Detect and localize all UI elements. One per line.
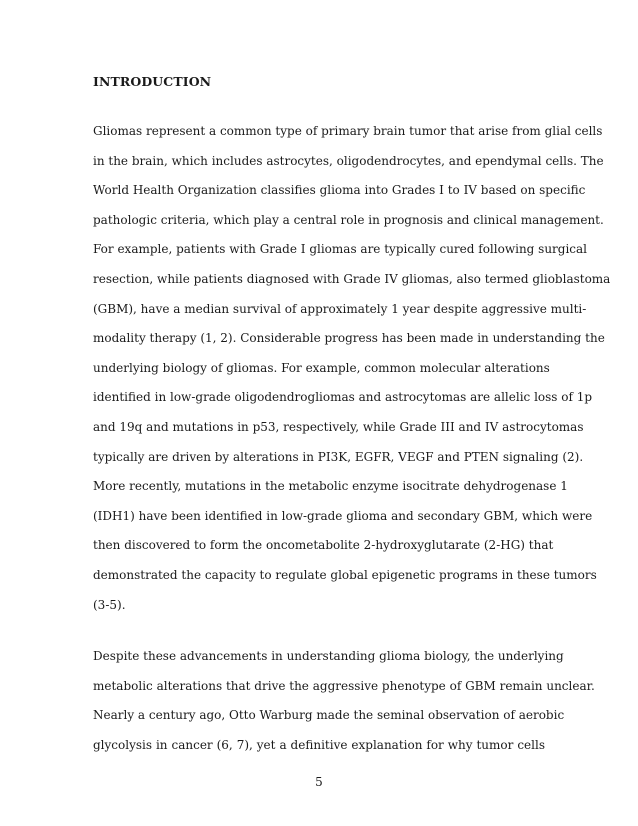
page-number: 5 (315, 775, 323, 789)
text-line: metabolic alterations that drive the aggressive phenotype of GBM remain unclear. (93, 678, 595, 693)
text-line: then discovered to form the oncometabolite 2-hydroxyglutarate (2-HG) that (93, 538, 554, 553)
text-line: World Health Organization classifies glioma into Grades I to IV based on specific (93, 183, 586, 198)
text-line: (3-5). (93, 597, 126, 612)
text-line: modality therapy (1, 2). Considerable progress has been made in understanding the (93, 331, 605, 346)
text-line: (IDH1) have been identified in low-grade glioma and secondary GBM, which were (93, 508, 593, 523)
text-line: Despite these advancements in understanding glioma biology, the underlying (93, 649, 564, 663)
text-line: identified in low-grade oligodendrogliomas and astrocytomas are allelic loss of 1p (93, 390, 593, 405)
text-line: resection, while patients diagnosed with Grade IV gliomas, also termed glioblastoma (93, 271, 611, 286)
text-line: More recently, mutations in the metabolic enzyme isocitrate dehydrogenase 1 (93, 479, 568, 494)
paragraph-metabolic-alterations (93, 642, 595, 760)
text-line: pathologic criteria, which play a central role in prognosis and clinical management. (93, 212, 604, 227)
text-line: Gliomas represent a common type of primary brain tumor that arise from glial cells (93, 124, 603, 138)
text-line: and 19q and mutations in p53, respectively, while Grade III and IV astrocytomas (93, 419, 584, 434)
text-line: in the brain, which includes astrocytes, oligodendrocytes, and ependymal cells. The (93, 153, 604, 168)
text-line: typically are driven by alterations in PI3K, EGFR, VEGF and PTEN signaling (2). (93, 449, 584, 464)
text-line: demonstrated the capacity to regulate global epigenetic programs in these tumors (93, 567, 597, 582)
text-line: For example, patients with Grade I gliomas are typically cured following surgical (93, 242, 588, 257)
text-line: glycolysis in cancer (6, 7), yet a definitive explanation for why tumor cells (93, 737, 545, 752)
text-line: (GBM), have a median survival of approximately 1 year despite aggressive multi- (93, 301, 587, 316)
text-line: underlying biology of gliomas. For example, common molecular alterations (93, 360, 550, 375)
paragraph-gliomas-overview (93, 117, 611, 620)
text-line: Nearly a century ago, Otto Warburg made the seminal observation of aerobic (93, 708, 565, 723)
section-heading: INTRODUCTION (93, 74, 212, 89)
